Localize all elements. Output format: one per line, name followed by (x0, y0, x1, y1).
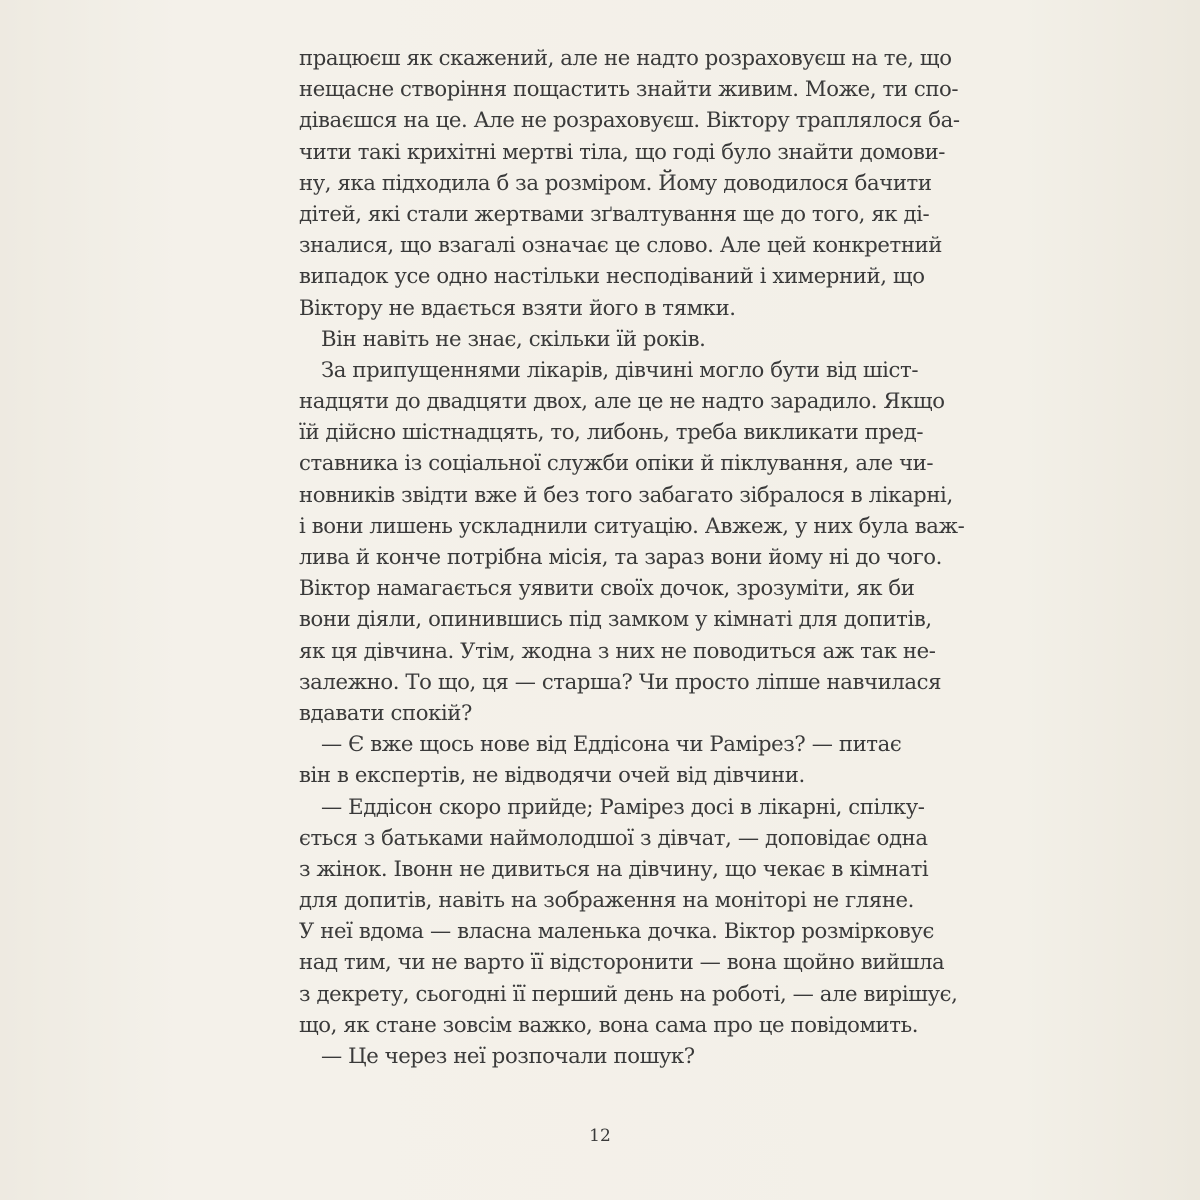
text-line: вдавати спокій? (299, 699, 472, 725)
text-line: що, як стане зовсім важко, вона сама про це повідомить. (299, 1011, 919, 1037)
text-line: нещасне створіння пощастить знайти живим. Може, ти спо- (299, 76, 959, 102)
text-line: У неї вдома — власна маленька дочка. Віктор розмірковує (299, 918, 934, 944)
text-line: чити такі крихітні мертві тіла, що годі було знайти домови- (299, 138, 946, 164)
text-line: — Це через неї розпочали пошук? (321, 1043, 695, 1068)
text-line: новників звідти вже й без того забагато зібралося в лікарні, (299, 481, 953, 507)
text-line: Віктору не вдається взяти його в тямки. (299, 294, 736, 320)
text-line: для допитів, навіть на зображення на моніторі не гляне. (299, 887, 915, 913)
text-line: — Є вже щось нове від Еддісона чи Рамірез? — питає (321, 731, 902, 757)
text-line: ну, яка підходила б за розміром. Йому доводилося бачити (299, 169, 932, 195)
text-line: вони діяли, опинившись під замком у кімнаті для допитів, (299, 606, 932, 632)
text-line: лива й конче потрібна місія, та зараз вони йому ні до чого. (299, 544, 942, 569)
text-line: ється з батьками наймолодшої з дівчат, — доповідає одна (299, 824, 928, 850)
text-line: Віктор намагається уявити своїх дочок, зрозуміти, як би (299, 575, 915, 601)
body-text (299, 42, 965, 1071)
text-line: і вони лишень ускладнили ситуацію. Авжеж, у них була важ- (299, 512, 965, 538)
text-line: надцяти до двадцяти двох, але це не надто зарадило. Якщо (299, 388, 945, 414)
text-line: — Еддісон скоро прийде; Рамірез досі в лікарні, спілку- (321, 793, 925, 819)
text-line: з декрету, сьогодні її перший день на роботі, — але вирішує, (299, 980, 958, 1006)
page-number: 12 (589, 1126, 611, 1146)
text-line: зналися, що взагалі означає це слово. Але цей конкретний (299, 232, 942, 258)
text-line: з жінок. Івонн не дивиться на дівчину, що чекає в кімнаті (299, 855, 929, 881)
text-line: випадок усе одно настільки несподіваний і химерний, що (299, 263, 925, 289)
text-line: як ця дівчина. Утім, жодна з них не поводиться аж так не- (299, 637, 936, 663)
text-line: дітей, які стали жертвами зґвалтування ще до того, як ді- (299, 200, 930, 226)
text-line: працюєш як скажений, але не надто розраховуєш на те, що (299, 45, 952, 70)
text-line: над тим, чи не варто її відсторонити — вона щойно вийшла (299, 949, 945, 975)
text-line: За припущеннями лікарів, дівчині могло бути від шіст- (321, 356, 919, 382)
text-line: діваєшся на це. Але не розраховуєш. Віктору траплялося ба- (299, 107, 960, 133)
text-line: Він навіть не знає, скільки їй років. (321, 325, 706, 351)
text-line: залежно. То що, ця — старша? Чи просто ліпше навчилася (299, 668, 942, 694)
text-line: їй дійсно шістнадцять, то, либонь, треба викликати пред- (299, 419, 924, 445)
text-line: ставника із соціальної служби опіки й піклування, але чи- (299, 450, 934, 476)
text-line: він в експертів, не відводячи очей від дівчини. (299, 762, 805, 788)
